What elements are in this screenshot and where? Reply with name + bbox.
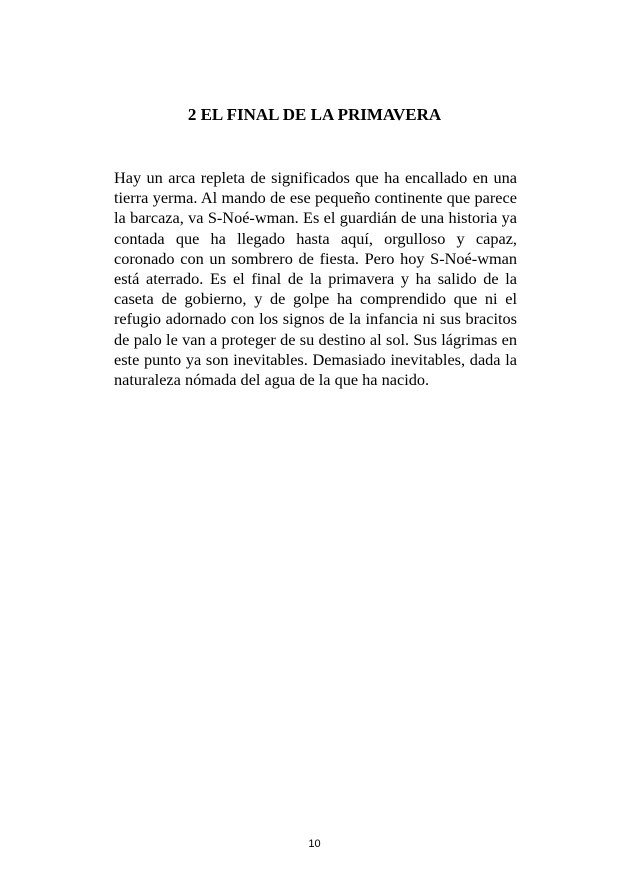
chapter-title: 2 EL FINAL DE LA PRIMAVERA xyxy=(187,105,442,124)
page-number: 10 xyxy=(308,838,321,850)
body-paragraph: Hay un arca repleta de significados que ha encallado en una tierra yerma. Al mando de ese pequeño continente que parece la barcaza, va S-Noé-wman. Es el guardián de una historia ya contada que ha llegado hasta aquí, orgulloso y capaz, coronado con un sombrero de fiesta. Pero hoy S-Noé-wman está aterrado. Es el final de la primavera y ha salido de la caseta de gobierno, y de golpe ha comprendido que ni el refugio adornado con los signos de la infancia ni sus bracitos de palo le van a proteger de su destino al sol. Sus lágrimas en este punto ya son inevitables. Demasiado inevitables, dada la naturaleza nómada del agua de la que ha nacido. xyxy=(114,168,517,390)
